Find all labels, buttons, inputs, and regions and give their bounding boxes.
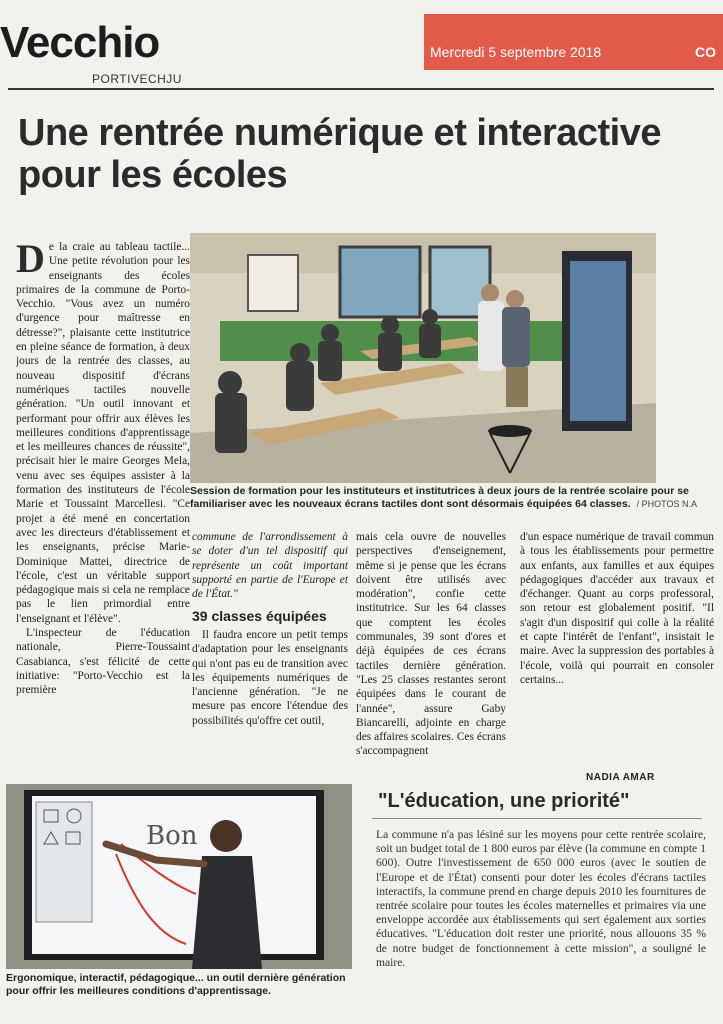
article-paragraph: L'inspecteur de l'éducation nationale, Pierre-Toussaint Casabianca, s'est félicité de cette initiative: "Porto-Vecchio est la première bbox=[16, 627, 190, 697]
issue-date: Mercredi 5 septembre 2018 bbox=[430, 44, 602, 60]
sidebar-body: La commune n'a pas lésiné sur les moyens pour cette rentrée scolaire, soit un budget total de 1 800 euros par élève (la commune en compte 1 600). Outre l'investissement de 650 000 euros (avec le soutien de l'Europe et de l'État) consenti pour doter les écoles d'écrans tactiles interactifs, la commune prend en charge depuis 2010 les fournitures de rentrée scolaire pour toutes les écoles maternelles et primaires via une enveloppe accordée aux établissements qui sert également aux sorties éducatives. "L'éducation doit rester une priorité, nous allouons 35 % de notre budget de fonctionnement à cette mission", a souligné le maire. bbox=[376, 828, 706, 969]
masthead-corner-text: CO bbox=[695, 44, 716, 60]
article-paragraph: d'un espace numérique de travail commun à tous les établissements pour permettre aux enfants, aux familles et aux équipes pédagogiques d'accéder aux travaux et d'échanger. Quant au corps professoral, son retour est globalement positif. "Il s'agit d'un dispositif qui colle à la réalité et capte l'intérêt de l'enfant", insistait le maire. Avec la suppression des portables à l'école, voilà qui pourrait en consoler certains... bbox=[520, 531, 714, 686]
article-headline: Une rentrée numérique et interactive pour les écoles bbox=[18, 112, 661, 196]
classroom-photo-caption bbox=[190, 485, 720, 511]
article-subhead: 39 classes équipées bbox=[192, 608, 327, 624]
article-paragraph: mais cela ouvre de nouvelles perspectives d'enseignement, même si je pense que les écrans doivent être utilisés avec modération", confie cette institutrice. Sur les 64 classes que comptent les écoles communales, 39 sont d'ores et déjà équipées de ces écrans tactiles dernière génération. "Les 25 classes restantes seront équipées dans le courant de l'année", assure Gaby Biancarelli, adjointe en charge des affaires scolaires. Ces écrans s'accompagnent bbox=[356, 531, 506, 758]
article-column-1 bbox=[16, 240, 190, 740]
classroom-photo bbox=[190, 233, 656, 483]
interactive-board-illustration bbox=[6, 784, 352, 969]
article-column-2 bbox=[192, 530, 348, 770]
masthead-subtitle: PORTIVECHJU bbox=[92, 72, 182, 86]
interactive-board-photo bbox=[6, 784, 352, 969]
article-column-3 bbox=[356, 530, 506, 770]
date-bar bbox=[424, 14, 723, 70]
article-paragraph: commune de l'arrondissement à se doter d'un tel dispositif qui représente un coût important supporté en partie de l'Europe et de l'État." bbox=[192, 531, 348, 601]
masthead bbox=[0, 0, 723, 100]
article-paragraph: Il faudra encore un petit temps d'adaptation pour les enseignants qui n'ont pas eu de transition avec les équipements numériques de l'ancienne génération. "Je ne mesure pas encore l'étendue des possibilités qu'offre cet outil, bbox=[192, 629, 348, 727]
drop-cap: D bbox=[16, 240, 45, 281]
article-paragraph: e la craie au tableau tactile... Une petite révolution pour les enseignants des écoles primaires de la commune de Porto-Vecchio. "Vous avez un numéro d'urgence pour maîtresse en détresse?", plaisante cette institutrice en pleine séance de formation, à deux jours de la rentrée des classes, au nouveau dispositif d'écrans numériques tactiles nouvelle génération. "Un outil innovant et performant pour offrir aux élèves les meilleures conditions d'apprentissage et les meilleures chances de réussite", précisait hier le maire Georges Mela, venu avec ses équipes assister à la formation des instituteurs de l'école Marie et Toussaint Marcellesi. "Ce projet a été mené en concertation avec les directeurs d'établissement et les enseignants, précise Marie-Dominique Mattei, directrice de l'école, c'est un véritable support pédagogique mais si cela ne remplace pas le lien primordial entre l'enseignant et l'élève". bbox=[16, 241, 190, 625]
masthead-rule bbox=[8, 88, 714, 90]
board-photo-caption: Ergonomique, interactif, pédagogique... un outil dernière génération pour offrir les meilleures conditions d'apprentissage. bbox=[6, 972, 346, 997]
sidebar-rule bbox=[372, 818, 702, 819]
board-handwriting: Bon bbox=[146, 821, 198, 851]
classroom-photo-illustration bbox=[190, 233, 656, 483]
masthead-title: Vecchio bbox=[0, 18, 160, 67]
article-column-4 bbox=[520, 530, 714, 770]
author-signature: NADIA AMAR bbox=[586, 772, 655, 783]
sidebar-title: "L'éducation, une priorité" bbox=[378, 790, 630, 812]
photo-credit: / PHOTOS N.A bbox=[636, 499, 697, 509]
caption-text: Session de formation pour les instituteurs et institutrices à deux jours de la rentrée scolaire pour se familiariser avec les nouveaux écrans tactiles dont sont désormais équipées 64 classes. bbox=[190, 485, 689, 510]
